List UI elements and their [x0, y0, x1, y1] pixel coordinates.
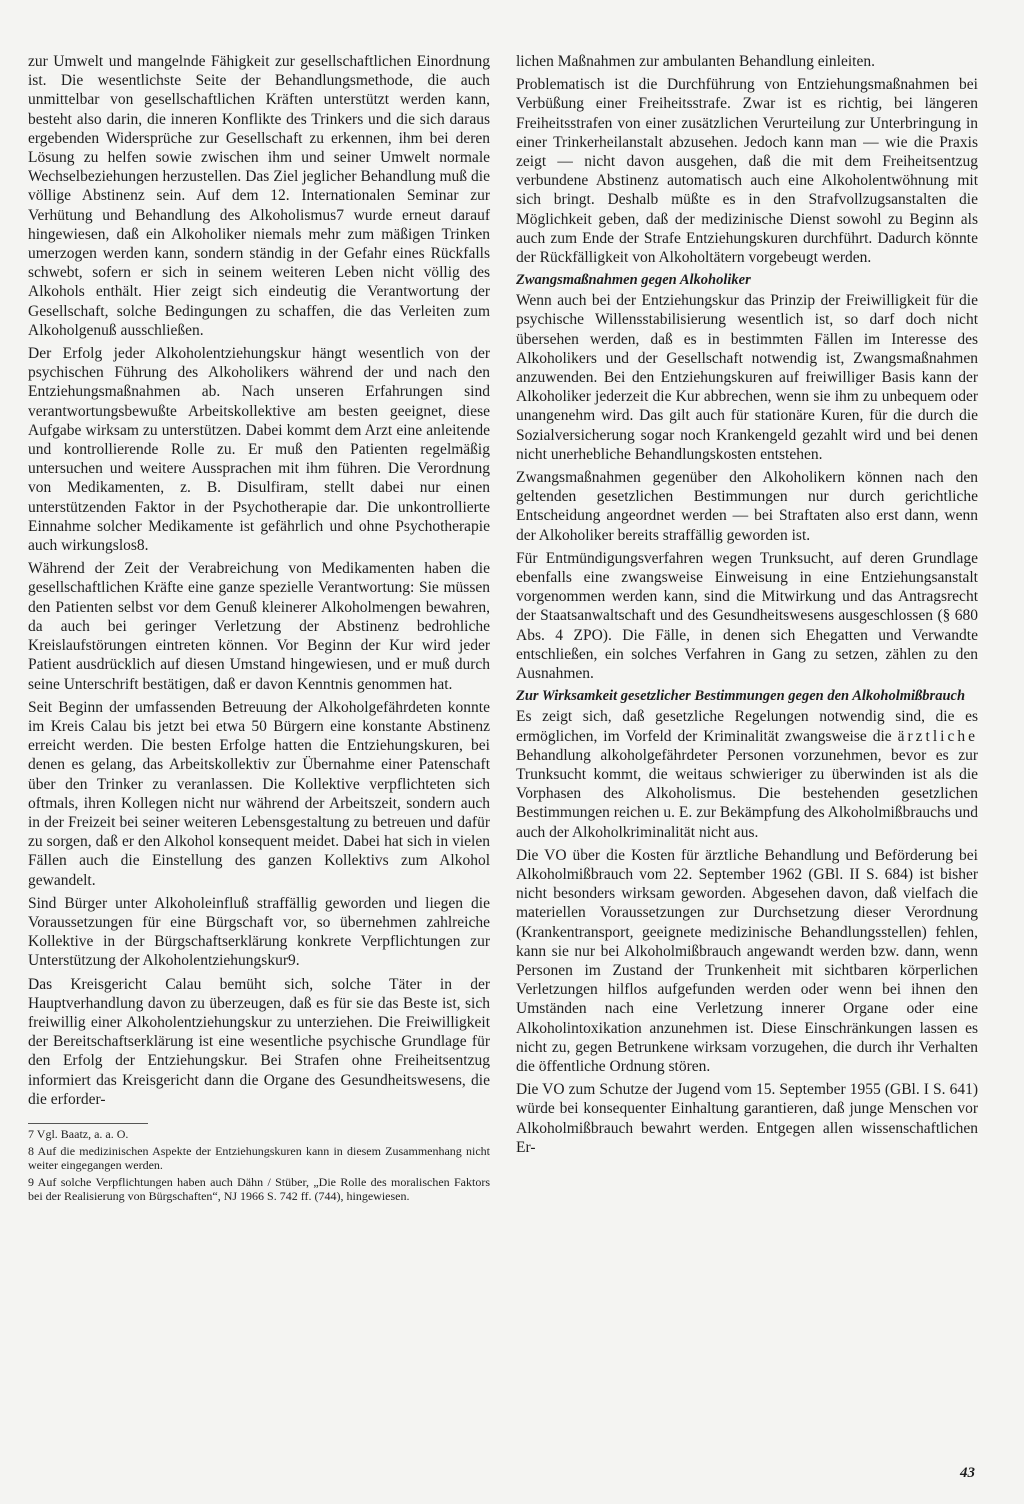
footnote: 7 Vgl. Baatz, a. a. O.: [28, 1126, 129, 1141]
body-paragraph: Zwangsmaßnahmen gegenüber den Alkoholikern können nach den geltenden gesetzlichen Bestimmungen nur durch gerichtliche Entscheidung angeordnet werden — bei Straftaten also erst dann, wenn der Alkoholiker bereits straffällig geworden ist.: [516, 469, 978, 544]
footnote-rule: [28, 1123, 148, 1124]
section-heading: Zur Wirksamkeit gesetzlicher Bestimmungen gegen den Alkoholmißbrauch: [516, 688, 966, 705]
page-number: 43: [960, 1465, 975, 1481]
body-paragraph: Während der Zeit der Verabreichung von Medikamenten haben die gesellschaftlichen Kräfte eine ganze spezielle Verantwortung: Sie müssen den Patienten selbst vor dem Genuß kleinerer Alkoholmengen bewahren, da auch bei geringer Verletzung der Abstinenz bedrohliche Kreislaufstörungen eintreten können. Vor Beginn der Kur wird jeder Patient ausdrücklich auf diesen Umstand hingewiesen, und er muß durch seine Unterschrift bestätigen, daß er davon Kenntnis genommen hat.: [28, 560, 490, 693]
left-column: [28, 52, 490, 1207]
emphasized-text: ärztliche: [897, 727, 978, 745]
body-paragraph: Das Kreisgericht Calau bemüht sich, solche Täter in der Hauptverhandlung davon zu überzeugen, daß es für sie das Beste ist, sich freiwillig einer Alkoholentziehungskur zu unterziehen. Die Freiwilligkeit der Bereitschaftserklärung ist eine wesentliche psychische Grundlage für den Erfolg der Entziehungskur. Bei Strafen ohne Freiheitsentzug informiert das Kreisgericht dann die Organe des Gesundheitswesens, die die erforder-: [28, 975, 490, 1108]
body-paragraph: Für Entmündigungsverfahren wegen Trunksucht, auf deren Grundlage ebenfalls eine zwangsweise Einweisung in eine Entziehungsanstalt vorgenommen werden kann, sind die Mitwirkung und das Antragsrecht der Staatsanwaltschaft und des Gesundheitswesens ausgeschlossen (§ 680 Abs. 4 ZPO). Die Fälle, in denen sich Ehegatten und Verwandte entschließen, ein solches Verfahren in Gang zu setzen, zählen zu den Ausnahmen.: [516, 549, 978, 683]
body-paragraph: Der Erfolg jeder Alkoholentziehungskur hängt wesentlich von der psychischen Führung des Alkoholikers während der und nach den Entziehungsmaßnahmen ab. Nach unseren Erfahrungen sind verantwortungsbewußte Arbeitskollektive am besten geeignet, diese Aufgabe wirksam zu unterstützen. Dabei kommt dem Arzt eine anleitende und kontrollierende Rolle zu. Er muß den Patienten regelmäßig untersuchen und weitere Aussprachen mit ihm führen. Die Verordnung von Medikamenten, z. B. Disulfiram, stellt dabei nur einen unterstützenden Faktor in der Psychotherapie dar. Die unkontrollierte Einnahme solcher Medikamente ist gefährlich und ohne Psychotherapie auch wirkungslos8.: [28, 345, 490, 555]
body-paragraph: Problematisch ist die Durchführung von Entziehungsmaßnahmen bei Verbüßung einer Freiheitsstrafe. Zwar ist es richtig, bei längeren Freiheitsstrafen von einer zusätzlichen Verurteilung zur Unterbringung in einer Trinkerheilanstalt abzusehen. Jedoch kann man — wie die Praxis zeigt — nicht davon ausgehen, daß die mit dem Freiheitsentzug verbundene Abstinenz automatisch auch eine Alkoholentwöhnung mit sich bringt. Deshalb müßte es in den Strafvollzugsanstalten die Möglichkeit geben, daß der medizinische Dienst sowohl zu Beginn als auch zum Ende der Strafe Entziehungskuren durchführt. Dadurch könnte der Rückfälligkeit von Alkoholtätern vorgebeugt werden.: [516, 76, 978, 267]
body-paragraph: Die VO zum Schutze der Jugend vom 15. September 1955 (GBl. I S. 641) würde bei konsequenter Einhaltung garantieren, daß junge Menschen vor Alkoholmißbrauch bewahrt werden. Entgegen allen wissenschaftlichen Er-: [516, 1081, 978, 1156]
right-column: [516, 52, 978, 1161]
section-heading: Zwangsmaßnahmen gegen Alkoholiker: [516, 272, 751, 289]
body-paragraph: Sind Bürger unter Alkoholeinfluß straffällig geworden und liegen die Voraussetzungen für eine Bürgschaft vor, so übernehmen zahlreiche Kollektive in der Bürgschaftserklärung konkrete Verpflichtungen zur Unterstützung der Alkoholentziehungskur9.: [28, 894, 490, 970]
body-paragraph: zur Umwelt und mangelnde Fähigkeit zur gesellschaftlichen Einordnung ist. Die wesentlichste Seite der Behandlungsmethode, die auch unmittelbar von gesellschaftlichen Kräften unterstützt werden kann, besteht also darin, die inneren Konflikte des Trinkers und die sich daraus ergebenden Widersprüche zur Gesellschaft zu erkennen, ihm bei deren Lösung zu helfen sowie zwischen ihm und seiner Umwelt normale Wechselbeziehungen herzustellen. Das Ziel jeglicher Behandlung muß die völlige Abstinenz sein. Auf dem 12. Internationalen Seminar zur Verhütung und Behandlung des Alkoholismus7 wurde erneut darauf hingewiesen, daß ein Alkoholiker niemals mehr zum mäßigen Trinken umerzogen werden kann, sondern ständig in der Gefahr eines Rückfalls schwebt, sofern er sich in seinem weiteren Leben nicht völlig des Alkohols enthält. Hier zeigt sich eindeutig die Verantwortung der Gesellschaft, solche Bedingungen zu schaffen, die das Verleiten zum Alkoholgenuß ausschließen.: [28, 53, 490, 339]
body-paragraph: lichen Maßnahmen zur ambulanten Behandlung einleiten.: [516, 53, 875, 70]
text-run: Es zeigt sich, daß gesetzliche Regelungen notwendig sind, die es ermöglichen, im Vorfeld der Kriminalität zwangsweise die: [516, 708, 978, 745]
body-paragraph: Wenn auch bei der Entziehungskur das Prinzip der Freiwilligkeit für die psychische Willensstabilisierung wesentlich ist, so darf doch nicht übersehen werden, daß es in bestimmten Fällen im Interesse des Alkoholikers und der Gesellschaft notwendig ist, Zwangsmaßnahmen anzuwenden. Bei den Entziehungskuren auf freiwilliger Basis kann der Alkoholiker jederzeit die Kur abbrechen, wenn sie ihm zu unbequem oder unangenehm wird. Das gilt auch für stationäre Kuren, für die durch die Sozialversicherung sogar noch Krankengeld gezahlt wird und bei denen nicht unerhebliche Behandlungskosten entstehen.: [516, 292, 978, 463]
body-paragraph: Die VO über die Kosten für ärztliche Behandlung und Beförderung bei Alkoholmißbrauch vom 22. September 1962 (GBl. II S. 684) ist bisher nicht besonders wirksam geworden. Abgesehen davon, daß vielfach die materiellen Voraussetzungen zur Durchsetzung dieser Verordnung (Krankentransport, geeignete medizinische Behandlungsstellen) fehlen, kann sie nur bei Alkoholmißbrauch angewandt werden bzw. dann, wenn Personen im Zustand der Trunkenheit mit sichtbaren körperlichen Verletzungen hilflos aufgefunden werden oder wenn bei ihnen den Umständen nach eine Verletzung innerer Organe oder eine Alkoholintoxikation anzunehmen ist. Diese Einschränkungen lassen es nicht zu, gegen Betrunkene wirksam vorzugehen, die durch ihr Verhalten die öffentliche Ordnung stören.: [516, 846, 978, 1075]
text-run: Behandlung alkoholgefährdeter Personen vorzunehmen, bevor es zur Trunksucht kommt, die weitaus schwieriger zu überwinden ist als die Vorphasen des Alkoholismus. Die bestehenden gesetzlichen Bestimmungen reichen u. E. zur Bekämpfung des Alkoholmißbrauchs und auch der Alkoholkriminalität nicht aus.: [516, 746, 978, 841]
footnote: 8 Auf die medizinischen Aspekte der Entziehungskuren kann in diesem Zusammenhang nicht weiter eingegangen werden.: [28, 1144, 490, 1172]
body-paragraph: Seit Beginn der umfassenden Betreuung der Alkoholgefährdeten konnte im Kreis Calau bis jetzt bei etwa 50 Bürgern eine konstante Abstinenz erreicht werden. Die besten Erfolge hatten die Entziehungskuren, bei denen es gelang, das Arbeitskollektiv zur Übernahme einer Patenschaft über den Trinker zu veranlassen. Die Kollektive verpflichteten sich oftmals, ihren Kollegen nicht nur während der Arbeitszeit, sondern auch in der Freizeit bei seiner weiteren Lebensgestaltung zu betreuen und dafür zu sorgen, daß er den Alkohol konsequent meidet. Dabei hat sich in vielen Fällen auch die Einstellung des ganzen Kollektivs zum Alkohol gewandelt.: [28, 698, 490, 889]
footnote: 9 Auf solche Verpflichtungen haben auch Dähn / Stüber, „Die Rolle des moralischen Faktors bei der Realisierung von Bürgschaften“, NJ 1966 S. 742 ff. (744), hingewiesen.: [28, 1175, 490, 1203]
footnotes: [28, 1128, 490, 1203]
body-paragraph: [516, 707, 978, 841]
